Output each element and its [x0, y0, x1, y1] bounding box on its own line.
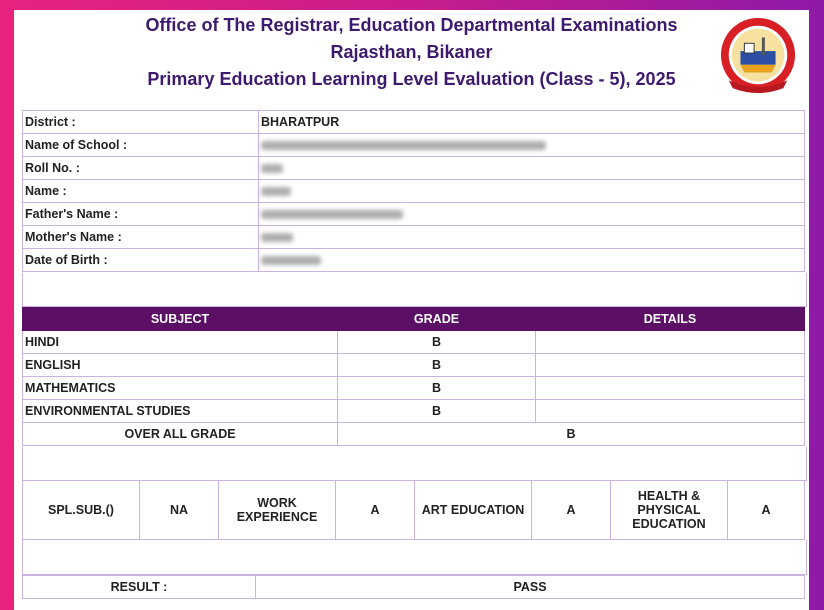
overall-grade-row — [23, 423, 805, 446]
header — [14, 10, 809, 106]
student-info-value — [259, 226, 805, 249]
student-info-value — [259, 180, 805, 203]
spacer-1 — [22, 273, 807, 307]
result-sheet — [14, 10, 809, 610]
spl-subject-value: NA — [140, 481, 219, 540]
work-experience-label: WORK EXPERIENCE — [219, 481, 336, 540]
subject-grade: B — [338, 377, 536, 400]
subject-details — [536, 331, 805, 354]
health-education-value: A — [728, 481, 805, 540]
student-info-value — [259, 203, 805, 226]
student-info-label: Mother's Name : — [23, 226, 259, 249]
subject-name: ENGLISH — [23, 354, 338, 377]
overall-grade-value: B — [338, 423, 805, 446]
result-label: RESULT : — [23, 576, 256, 599]
subject-grade: B — [338, 400, 536, 423]
student-info-table — [22, 110, 805, 272]
subject-name: ENVIRONMENTAL STUDIES — [23, 400, 338, 423]
student-info-row — [23, 157, 805, 180]
grades-table — [22, 307, 805, 446]
result-value: PASS — [256, 576, 805, 599]
subject-header: SUBJECT — [23, 308, 338, 331]
student-info-label: Roll No. : — [23, 157, 259, 180]
student-info-value — [259, 134, 805, 157]
board-emblem-icon — [719, 16, 797, 94]
student-info-label: Date of Birth : — [23, 249, 259, 272]
result-table — [22, 575, 805, 599]
student-info-label: District : — [23, 111, 259, 134]
redacted-value — [261, 164, 283, 173]
student-info-value — [259, 249, 805, 272]
redacted-value — [261, 141, 546, 150]
spacer-3 — [22, 540, 807, 575]
subject-name: HINDI — [23, 331, 338, 354]
subject-details — [536, 400, 805, 423]
grade-row — [23, 354, 805, 377]
student-info-row — [23, 134, 805, 157]
redacted-value — [261, 256, 321, 265]
office-location: Rajasthan, Bikaner — [330, 42, 493, 62]
student-info-row — [23, 249, 805, 272]
redacted-value — [261, 210, 403, 219]
redacted-value — [261, 233, 293, 242]
subject-grade: B — [338, 331, 536, 354]
student-info-row — [23, 180, 805, 203]
student-info-label: Name of School : — [23, 134, 259, 157]
student-info-row — [23, 111, 805, 134]
spl-subject-label: SPL.SUB.() — [23, 481, 140, 540]
art-education-label: ART EDUCATION — [415, 481, 532, 540]
student-info-value — [259, 157, 805, 180]
art-education-value: A — [532, 481, 611, 540]
details-header: DETAILS — [536, 308, 805, 331]
grade-header: GRADE — [338, 308, 536, 331]
student-info-label: Father's Name : — [23, 203, 259, 226]
redacted-value — [261, 187, 291, 196]
exam-title: Primary Education Learning Level Evaluation (Class - 5), 2025 — [147, 69, 676, 89]
additional-subjects-table — [22, 480, 805, 540]
grade-row — [23, 400, 805, 423]
work-experience-value: A — [336, 481, 415, 540]
student-info-label: Name : — [23, 180, 259, 203]
student-info-row — [23, 226, 805, 249]
subject-details — [536, 354, 805, 377]
subject-grade: B — [338, 354, 536, 377]
spacer-2 — [22, 447, 807, 481]
grade-row — [23, 377, 805, 400]
student-info-row — [23, 203, 805, 226]
overall-grade-label: OVER ALL GRADE — [23, 423, 338, 446]
grade-row — [23, 331, 805, 354]
subject-name: MATHEMATICS — [23, 377, 338, 400]
subject-details — [536, 377, 805, 400]
office-title: Office of The Registrar, Education Departmental Examinations — [145, 15, 678, 35]
student-info-value: BHARATPUR — [259, 111, 805, 134]
health-education-label: HEALTH & PHYSICAL EDUCATION — [611, 481, 728, 540]
